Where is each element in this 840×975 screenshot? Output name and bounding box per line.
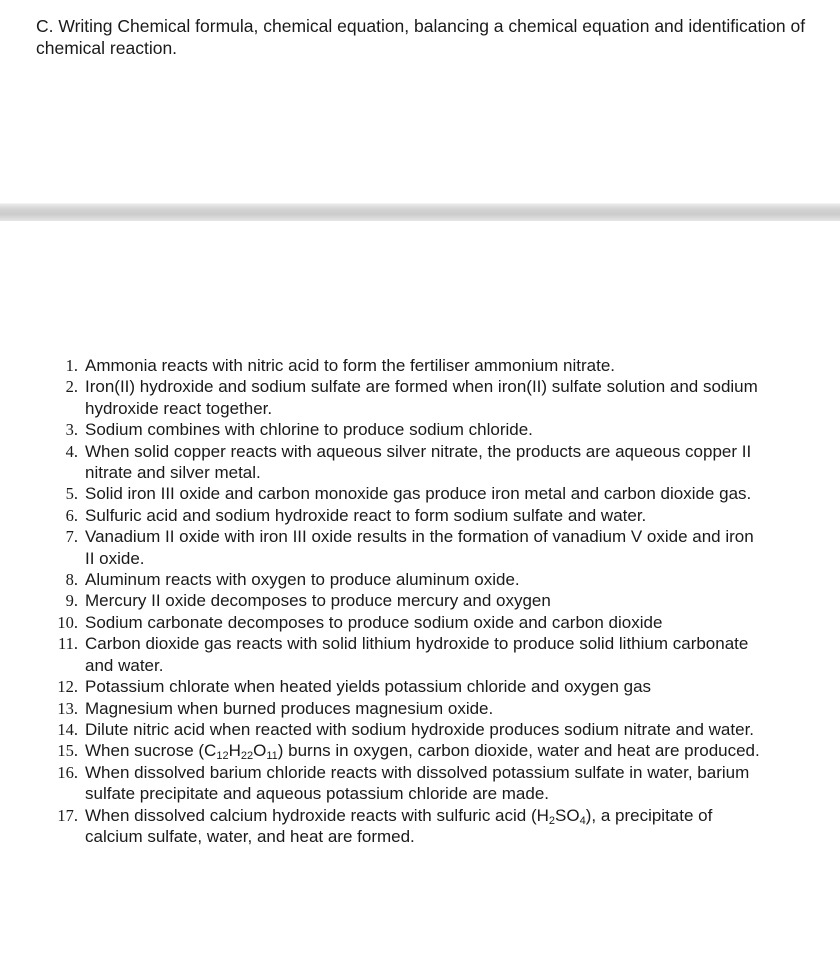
section-heading: C. Writing Chemical formula, chemical equation, balancing a chemical equation and identification of chemical reaction. <box>36 16 806 58</box>
item-text: Solid iron III oxide and carbon monoxide gas produce iron metal and carbon dioxide gas. <box>85 484 752 504</box>
list-item <box>0 526 840 569</box>
item-text: Ammonia reacts with nitric acid to form the fertiliser ammonium nitrate. <box>85 356 616 375</box>
item-text: When solid copper reacts with aqueous silver nitrate, the products are aqueous copper II nitrate and silver metal. <box>85 441 752 483</box>
list-item <box>0 505 840 526</box>
item-number: 10. <box>57 612 78 632</box>
item-number: 12. <box>57 677 78 697</box>
item-text: Potassium chlorate when heated yields potassium chloride and oxygen gas <box>85 677 652 697</box>
item-number: 16. <box>57 762 78 782</box>
list-item <box>0 805 840 848</box>
item-number: 8. <box>65 570 78 590</box>
list-item <box>0 483 840 504</box>
item-text: Sodium carbonate decomposes to produce sodium oxide and carbon dioxide <box>85 612 663 632</box>
item-text: Mercury II oxide decomposes to produce mercury and oxygen <box>85 591 551 611</box>
item-text: Vanadium II oxide with iron III oxide results in the formation of vanadium V oxide and iron II oxide. <box>85 527 754 568</box>
list-item <box>0 376 840 419</box>
item-text: Sulfuric acid and sodium hydroxide react to form sodium sulfate and water. <box>85 505 647 525</box>
item-number: 17. <box>57 805 78 825</box>
item-number: 13. <box>57 698 78 718</box>
list-item <box>0 676 840 697</box>
page-divider <box>0 203 840 221</box>
item-text: When dissolved barium chloride reacts with dissolved potassium sulfate in water, barium sulfate precipitate and aqueous potassium chloride are made. <box>85 762 750 804</box>
list-item <box>0 355 840 376</box>
item-number: 3. <box>65 420 78 440</box>
item-number: 11. <box>57 634 78 654</box>
item-text: When dissolved calcium hydroxide reacts with sulfuric acid $(H_2SO_4)$, a precipitate of calcium sulfate, water, and heat are formed. <box>85 805 713 846</box>
chemical-formula: $H_2SO_4$ <box>536 805 586 827</box>
list-item <box>0 698 840 719</box>
item-text: Aluminum reacts with oxygen to produce aluminum oxide. <box>85 570 520 590</box>
item-text: Carbon dioxide gas reacts with solid lithium hydroxide to produce solid lithium carbonate and water. <box>85 634 749 675</box>
item-number: 4. <box>65 441 78 461</box>
item-text: Sodium combines with chlorine to produce sodium chloride. <box>85 420 533 440</box>
item-number: 2. <box>65 377 78 397</box>
item-number: 1. <box>65 356 78 375</box>
item-number: 14. <box>57 719 78 739</box>
list-item <box>0 419 840 440</box>
list-item <box>0 612 840 633</box>
chemical-formula: $C_{12}H_{22}O_{11}$ <box>204 741 278 763</box>
list-item <box>0 762 840 805</box>
item-text: Dilute nitric acid when reacted with sodium hydroxide produces sodium nitrate and water. <box>85 719 755 739</box>
exercise-list <box>0 355 840 847</box>
item-number: 5. <box>65 484 78 504</box>
list-item <box>0 740 840 761</box>
list-item <box>0 633 840 676</box>
item-number: 15. <box>57 741 78 761</box>
item-text: Iron(II) hydroxide and sodium sulfate are formed when iron(II) sulfate solution and sodium hydroxide react together. <box>85 377 758 418</box>
item-number: 7. <box>65 527 78 547</box>
list-item <box>0 590 840 611</box>
item-text: Magnesium when burned produces magnesium oxide. <box>85 698 494 718</box>
item-number: 9. <box>65 591 78 611</box>
item-text: When sucrose $(C_{12}H_{22}O_{11})$ burns in oxygen, carbon dioxide, water and heat are produced. <box>85 741 760 763</box>
list-item <box>0 569 840 590</box>
item-number: 6. <box>65 505 78 525</box>
list-item <box>0 441 840 484</box>
list-item <box>0 719 840 740</box>
